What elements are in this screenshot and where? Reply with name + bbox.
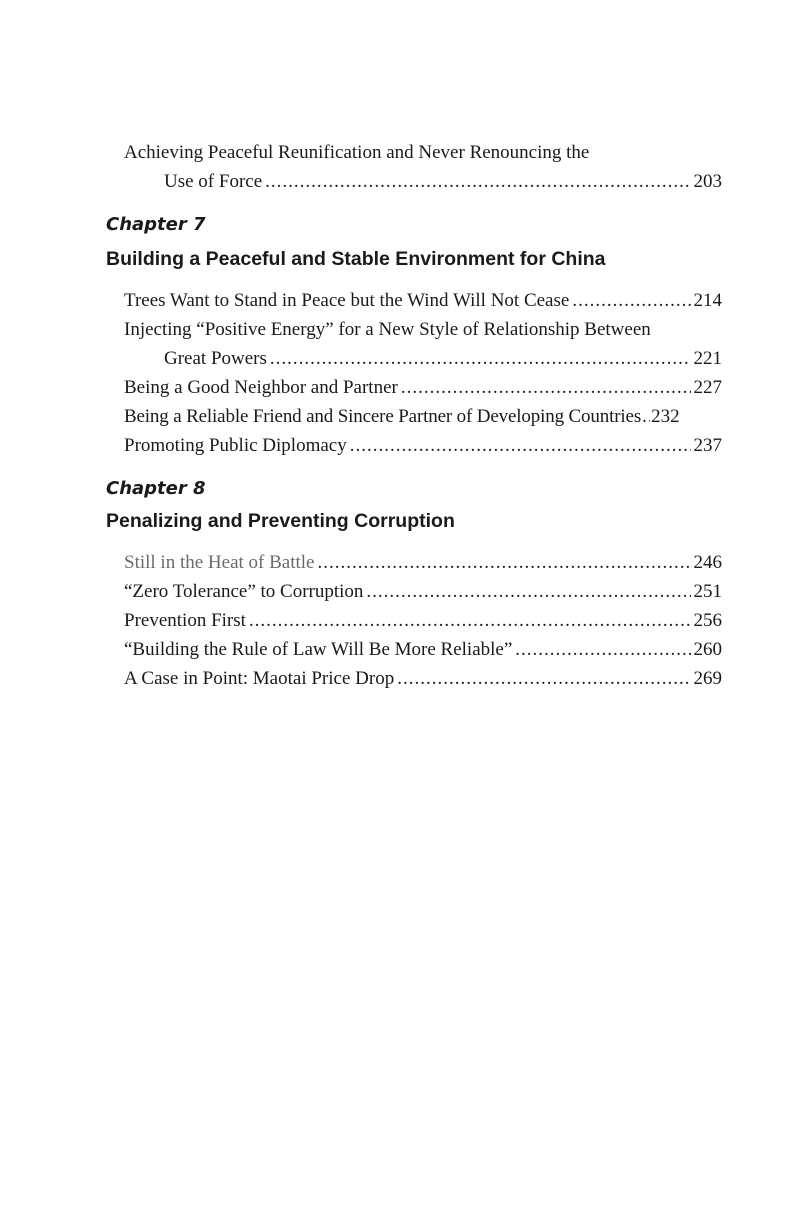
dot-leader (249, 606, 691, 635)
toc-entry-title: Prevention First (124, 610, 246, 631)
toc-entry-title: Trees Want to Stand in Peace but the Wind Will Not Cease (124, 290, 570, 311)
dot-leader (642, 402, 650, 431)
toc-entry-heat-of-battle[interactable] (124, 548, 722, 577)
toc-page-number: 246 (693, 552, 722, 573)
toc-entry-zero-tolerance[interactable] (124, 577, 722, 606)
chapter-label: Chapter 7 (106, 214, 206, 235)
toc-entry-reliable-friend[interactable] (124, 402, 722, 431)
toc-entry-title: Being a Reliable Friend and Sincere Partner of Developing Countries (124, 406, 642, 427)
toc-entry-public-diplomacy[interactable] (124, 431, 722, 460)
dot-leader (366, 577, 690, 606)
toc-page-number: 227 (693, 377, 722, 398)
dot-leader (397, 664, 690, 693)
toc-entry-title-continued: Great Powers (164, 348, 267, 369)
toc-entry-trees-want-peace[interactable] (124, 286, 722, 315)
chapter-title[interactable]: Building a Peaceful and Stable Environment for China (106, 248, 606, 270)
toc-page-number: 214 (693, 290, 722, 311)
toc-entry-line (124, 167, 722, 196)
toc-page-number: 260 (693, 639, 722, 660)
toc-page-number: 232 (651, 406, 680, 427)
toc-entry-prevention-first[interactable] (124, 606, 722, 635)
toc-page-number: 269 (693, 668, 722, 689)
toc-entry-title: Being a Good Neighbor and Partner (124, 377, 398, 398)
toc-entry-line (124, 138, 722, 167)
dot-leader (350, 431, 691, 460)
toc-entry-title: “Zero Tolerance” to Corruption (124, 581, 364, 602)
chapter-label: Chapter 8 (106, 478, 206, 499)
dot-leader (270, 344, 691, 373)
toc-entry-title: Injecting “Positive Energy” for a New Style of Relationship Between (124, 319, 651, 340)
toc-entry-rule-of-law[interactable] (124, 635, 722, 664)
dot-leader (572, 286, 690, 315)
toc-entry-positive-energy[interactable] (124, 315, 722, 373)
toc-page-number: 237 (693, 435, 722, 456)
toc-page-number: 221 (693, 348, 722, 369)
toc-entry-title: Promoting Public Diplomacy (124, 435, 347, 456)
chapter-title[interactable]: Penalizing and Preventing Corruption (106, 510, 455, 532)
dot-leader (515, 635, 690, 664)
dot-leader (318, 548, 691, 577)
toc-entry-title: Achieving Peaceful Reunification and Never Renouncing the (124, 142, 590, 163)
toc-page-number: 256 (693, 610, 722, 631)
toc-entry-title-continued: Use of Force (164, 171, 263, 192)
toc-entry-good-neighbor[interactable] (124, 373, 722, 402)
toc-entry-maotai-price-drop[interactable] (124, 664, 722, 693)
toc-entry-peaceful-reunification[interactable] (124, 138, 722, 196)
toc-entry-title: “Building the Rule of Law Will Be More Reliable” (124, 639, 513, 660)
toc-entry-title: Still in the Heat of Battle (124, 552, 315, 573)
toc-page-number: 203 (693, 171, 722, 192)
toc-entry-title: A Case in Point: Maotai Price Drop (124, 668, 395, 689)
dot-leader (401, 373, 691, 402)
dot-leader (265, 167, 690, 196)
toc-page-number: 251 (693, 581, 722, 602)
